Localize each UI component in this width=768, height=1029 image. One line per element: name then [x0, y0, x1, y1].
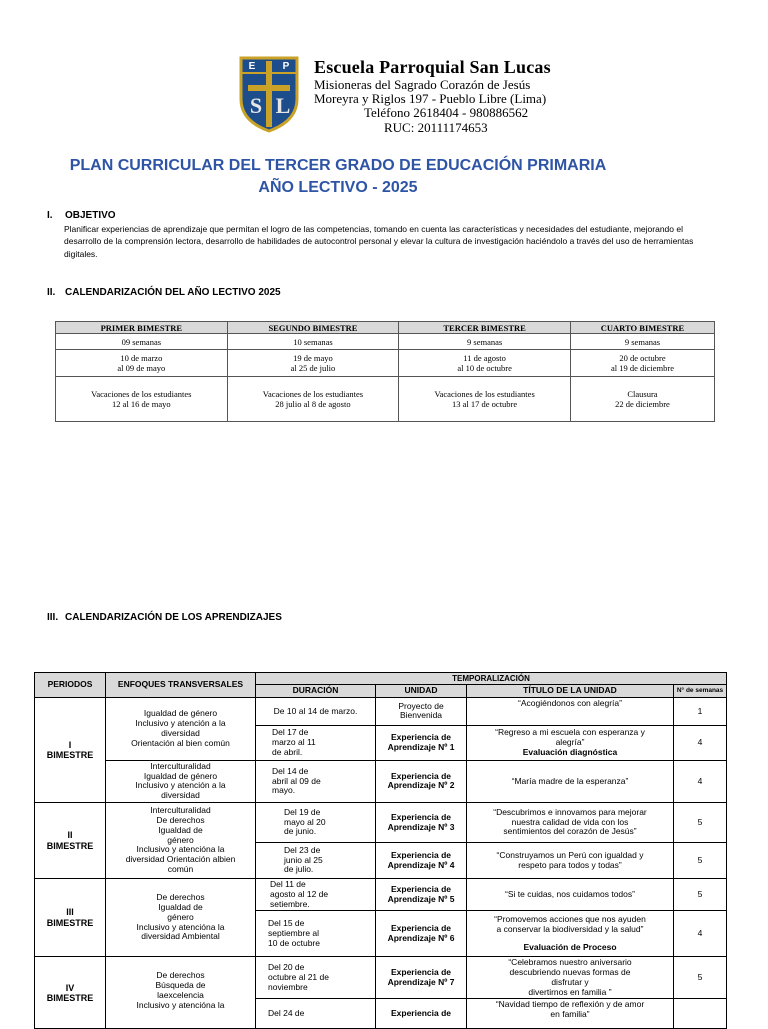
weeks-cell: 5: [674, 957, 727, 999]
calendar-cell: 10 semanas: [227, 334, 399, 350]
duration-cell: Del 19 de mayo al 20 de junio.: [256, 803, 376, 843]
title-cell: “Construyamos un Perú con igualdad y respeto para todos y todas”: [467, 843, 674, 879]
calendar-cell: 09 semanas: [56, 334, 228, 350]
title-cell: [467, 725, 674, 760]
learning-header-row-1: [35, 673, 727, 685]
evaluation-label: Evaluación de Proceso: [523, 941, 617, 952]
table-row: [35, 697, 727, 725]
calendar-cell: Vacaciones de los estudiantes 13 al 17 de octubre: [399, 377, 571, 422]
title-cell: “Celebramos nuestro aniversario descubriendo nuevas formas de disfrutar y divertirnos en familia ”: [467, 957, 674, 999]
enfoques-cell: De derechos Igualdad de género Inclusivo y atencióna la diversidad Ambiental: [106, 879, 256, 957]
calendar-table: [55, 321, 715, 422]
duration-cell: Del 24 de: [256, 999, 376, 1029]
col-titulo: TÍTULO DE LA UNIDAD: [467, 685, 674, 698]
title-cell: “Si te cuidas, nos cuidamos todos”: [467, 879, 674, 911]
unit-cell: Experiencia de Aprendizaje Nº 6: [376, 911, 467, 957]
document-title: [0, 155, 676, 200]
unit-cell: Experiencia de Aprendizaje Nº 7: [376, 957, 467, 999]
table-row: [35, 803, 727, 843]
col-temporalizacion: TEMPORALIZACIÓN: [256, 673, 727, 685]
enfoques-cell: Interculturalidad Igualdad de género Inclusivo y atención a la diversidad: [106, 760, 256, 802]
unit-cell: Experiencia de Aprendizaje Nº 5: [376, 879, 467, 911]
weeks-cell: 4: [674, 725, 727, 760]
weeks-cell: 4: [674, 911, 727, 957]
school-name: Escuela Parroquial San Lucas: [314, 57, 551, 77]
section-number: II.: [47, 287, 56, 298]
enfoques-cell: De derechos Búsqueda de laexcelencia Inclusivo y atencióna la: [106, 957, 256, 1029]
title-text: “Promovemos acciones que nos ayuden a conservar la biodiversidad y la salud”: [494, 914, 646, 934]
period-label: I BIMESTRE: [35, 697, 106, 802]
svg-text:L: L: [275, 93, 291, 118]
calendar-header: PRIMER BIMESTRE: [56, 322, 228, 334]
title-line-1: PLAN CURRICULAR DEL TERCER GRADO DE EDUCACIÓN PRIMARIA: [69, 157, 607, 174]
col-duracion: DURACIÓN: [256, 685, 376, 698]
duration-cell: Del 17 de marzo al 11 de abril.: [256, 725, 376, 760]
calendar-weeks-row: [56, 334, 715, 350]
unit-cell: Experiencia de Aprendizaje Nº 4: [376, 843, 467, 879]
section-title: OBJETIVO: [65, 210, 116, 221]
evaluation-label: Evaluación diagnóstica: [522, 746, 618, 757]
calendar-dates-row: [56, 350, 715, 377]
school-header: [314, 58, 551, 135]
section-title: CALENDARIZACIÓN DE LOS APRENDIZAJES: [65, 612, 282, 623]
unit-cell: Experiencia de Aprendizaje Nº 3: [376, 803, 467, 843]
duration-cell: De 10 al 14 de marzo.: [256, 697, 376, 725]
calendar-cell: 9 semanas: [399, 334, 571, 350]
calendar-cell: Vacaciones de los estudiantes 28 julio al 8 de agosto: [227, 377, 399, 422]
duration-cell: Del 23 de junio al 25 de julio.: [256, 843, 376, 879]
section-objetivo-heading: [47, 210, 116, 221]
svg-text:E: E: [248, 61, 256, 72]
calendar-cell: 10 de marzo al 09 de mayo: [56, 350, 228, 377]
duration-cell: Del 20 de octubre al 21 de noviembre: [256, 957, 376, 999]
weeks-cell: 5: [674, 879, 727, 911]
svg-text:S: S: [249, 93, 263, 118]
table-row: [35, 879, 727, 911]
calendar-header-row: [56, 322, 715, 334]
title-cell: “María madre de la esperanza”: [467, 760, 674, 802]
section-title: CALENDARIZACIÓN DEL AÑO LECTIVO 2025: [65, 287, 281, 298]
weeks-cell: [674, 999, 727, 1029]
calendar-cell: Clausura 22 de diciembre: [570, 377, 714, 422]
title-text: “Regreso a mi escuela con esperanza y alegría”: [495, 727, 645, 748]
weeks-cell: 1: [674, 697, 727, 725]
title-cell: “Acogiéndonos con alegría”: [467, 697, 674, 725]
unit-cell: Proyecto de Bienvenida: [376, 697, 467, 725]
col-periodos: PERIODOS: [35, 673, 106, 698]
section-aprendizajes-heading: [47, 612, 282, 623]
section-number: I.: [47, 210, 53, 221]
calendar-header: TERCER BIMESTRE: [399, 322, 571, 334]
unit-cell: Experiencia de Aprendizaje Nº 1: [376, 725, 467, 760]
school-phone: Teléfono 2618404 - 980886562: [364, 105, 529, 121]
calendar-cell: 19 de mayo al 25 de julio: [227, 350, 399, 377]
col-enfoques: ENFOQUES TRANSVERSALES: [106, 673, 256, 698]
weeks-cell: 5: [674, 803, 727, 843]
calendar-cell: Vacaciones de los estudiantes 12 al 16 de mayo: [56, 377, 228, 422]
col-semanas: N° de semanas: [674, 685, 727, 698]
table-row: [35, 957, 727, 999]
svg-text:P: P: [282, 61, 290, 72]
col-unidad: UNIDAD: [376, 685, 467, 698]
period-label: II BIMESTRE: [35, 803, 106, 879]
unit-cell: Experiencia de Aprendizaje Nº 2: [376, 760, 467, 802]
school-address: Moreyra y Riglos 197 - Pueblo Libre (Lima): [314, 91, 547, 107]
unit-cell: Experiencia de: [376, 999, 467, 1029]
calendar-cell: 20 de octubre al 19 de diciembre: [570, 350, 714, 377]
title-cell: [467, 911, 674, 957]
calendar-events-row: [56, 377, 715, 422]
section-calendario-heading: [47, 287, 281, 298]
table-row: [35, 760, 727, 802]
calendar-cell: 11 de agosto al 10 de octubre: [399, 350, 571, 377]
duration-cell: Del 14 de abril al 09 de mayo.: [256, 760, 376, 802]
title-cell: “Navidad tiempo de reflexión y de amor en familia”: [467, 999, 674, 1029]
title-cell: “Descubrimos e innovamos para mejorar nuestra calidad de vida con los sentimientos del corazón de Jesús”: [467, 803, 674, 843]
duration-cell: Del 15 de septiembre al 10 de octubre: [256, 911, 376, 957]
enfoques-cell: Interculturalidad De derechos Igualdad de género Inclusivo y atencióna la diversidad Orientación albien común: [106, 803, 256, 879]
weeks-cell: 5: [674, 843, 727, 879]
school-logo: [238, 55, 300, 133]
objetivo-paragraph: Planificar experiencias de aprendizaje que permitan el logro de las competencias, tomando en cuenta las características y necesidades del estudiante, mejorando el desarrollo de la comprensión lectora, desarrollo de habilidades de autocontrol personal y elevar la cultura de investigación haciéndolo a través del uso de herramientas digitales.: [64, 224, 694, 259]
period-label: IV BIMESTRE: [35, 957, 106, 1029]
duration-cell: Del 11 de agosto al 12 de setiembre.: [256, 879, 376, 911]
learning-table: [34, 672, 727, 1029]
period-label: III BIMESTRE: [35, 879, 106, 957]
weeks-cell: 4: [674, 760, 727, 802]
school-ruc: RUC: 20111174653: [384, 119, 488, 135]
calendar-header: CUARTO BIMESTRE: [570, 322, 714, 334]
enfoques-cell: Igualdad de género Inclusivo y atención a la diversidad Orientación al bien común: [106, 697, 256, 760]
section-number: III.: [47, 612, 59, 623]
title-line-2: AÑO LECTIVO - 2025: [258, 179, 418, 197]
calendar-cell: 9 semanas: [570, 334, 714, 350]
calendar-header: SEGUNDO BIMESTRE: [227, 322, 399, 334]
school-subtitle: Misioneras del Sagrado Corazón de Jesús: [314, 76, 531, 92]
